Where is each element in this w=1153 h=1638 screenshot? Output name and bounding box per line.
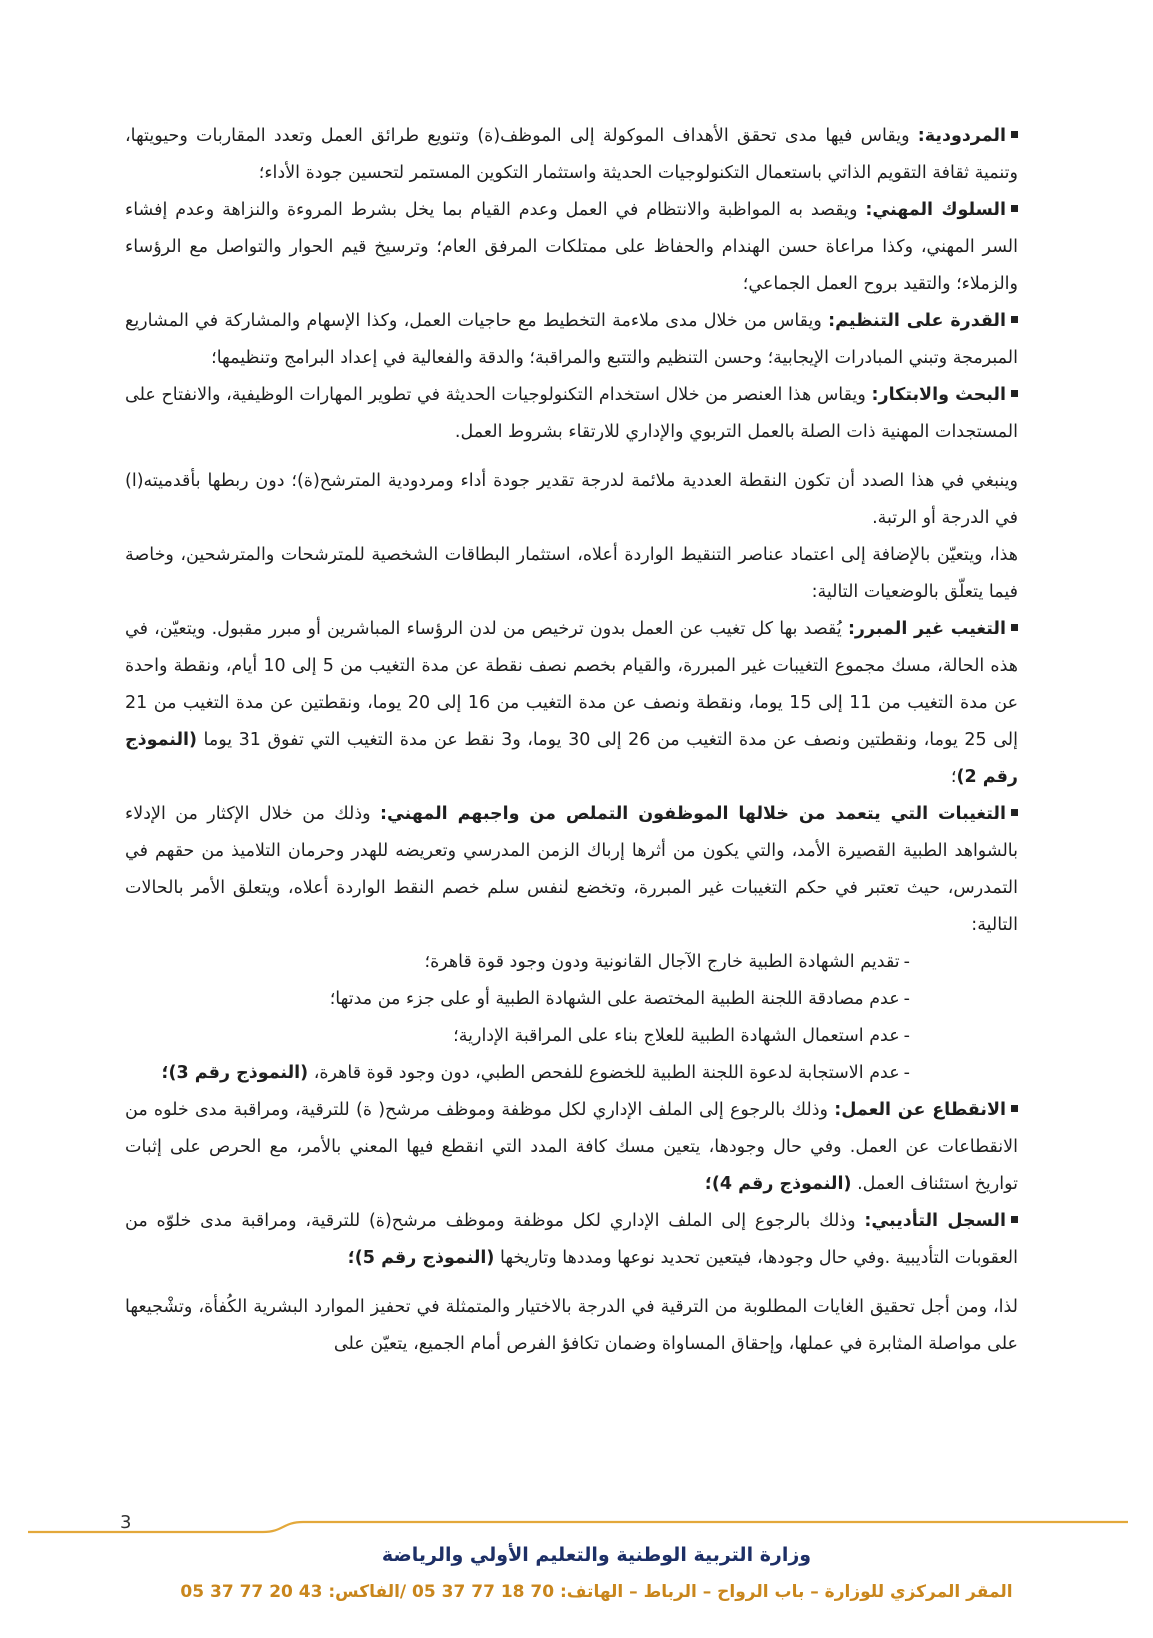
dash-bullet-icon: - <box>903 989 910 1009</box>
deliberate-absences <box>125 796 1018 944</box>
square-bullet-icon <box>1011 1105 1018 1112</box>
square-bullet-icon <box>1011 809 1018 816</box>
absence-end: ؛ <box>950 767 957 787</box>
ministry-address: المقر المركزي للوزارة – باب الرواح – الرباط – الهاتف: 70 18 77 37 05 /الفاكس: 43 20 77 37 05 <box>180 1582 1013 1602</box>
square-bullet-icon <box>1011 316 1018 323</box>
absence-term: التغيب غير المبرر: <box>847 619 1006 639</box>
criterion-organization <box>125 303 1018 377</box>
square-bullet-icon <box>1011 1216 1018 1223</box>
model-reference: (النموذج رقم 4)؛ <box>704 1174 852 1194</box>
criterion-text: ويقاس من خلال مدى ملاءمة التخطيط مع حاجيات العمل، وكذا الإسهام والمشاركة في المشاريع المبرمجة وتبني المبادرات الإيجابية؛ وحسن التنظيم والتتبع والمراقبة؛ والدقة والفعالية في إعداد البرامج وتنظيمها؛ <box>125 311 1018 368</box>
criterion-text: ويقاس هذا العنصر من خلال استخدام التكنولوجيات الحديثة في تطوير المهارات الوظيفية، والانفتاح على المستجدات المهنية ذات الصلة بالعمل التربوي والإداري للارتقاء بشروط العمل. <box>125 385 1018 442</box>
criterion-productivity <box>125 118 1018 192</box>
criterion-text: ويقاس فيها مدى تحقق الأهداف الموكولة إلى الموظف(ة) وتنويع طرائق العمل وتعدد المقاربات وحيويتها، وتنمية ثقافة التقويم الذاتي باستعمال التكنولوجيات الحديثة واستثمار التكوين المستمر لتحسين جودة الأداء؛ <box>125 126 1018 183</box>
interruption-term: الانقطاع عن العمل: <box>834 1100 1006 1120</box>
list-item <box>125 1055 1018 1092</box>
disciplinary-text: وذلك بالرجوع إلى الملف الإداري لكل موظفة وموظف مرشح(ة) للترقية، ومراقبة مدى خلوّه من العقوبات التأديبية .وفي حال وجودها، فيتعين تحديد نوعها ومددها وتاريخها <box>125 1211 1018 1268</box>
page-number: 3 <box>120 1512 132 1533</box>
case-text: تقديم الشهادة الطبية خارج الآجال القانونية ودون وجود قوة قاهرة؛ <box>424 952 900 972</box>
absence-text: يُقصد بها كل تغيب عن العمل بدون ترخيص من لدن الرؤساء المباشرين أو مبرر مقبول. ويتعيّن، في هذه الحالة، مسك مجموع التغيبات غير المبررة، والقيام بخصم نصف نقطة عن مدة التغيب من 5 إلى 10 أيام، ونقطة واحدة عن مدة التغيب من 11 إلى 15 يوما، ونقطة ونصف عن مدة التغيب من 16 إلى 20 يوما، ونقطتين عن مدة التغيب من 21 إلى 25 يوما، ونقطتين ونصف عن مدة التغيب من 26 إلى 30 يوما، و3 نقط عن مدة التغيب التي تفوق 31 يوما <box>125 619 1019 750</box>
footer-rule-line <box>28 1522 1128 1532</box>
dash-bullet-icon: - <box>903 952 910 972</box>
list-item <box>125 981 1018 1018</box>
case-text: عدم استعمال الشهادة الطبية للعلاج بناء على المراقبة الإدارية؛ <box>453 1026 900 1046</box>
criterion-term: المردودية: <box>917 126 1006 146</box>
footer-rule-line <box>28 1534 1128 1544</box>
closing-paragraph: لذا، ومن أجل تحقيق الغايات المطلوبة من الترقية في الدرجة بالاختيار والمتمثلة في تحفيز الموارد البشرية الكُفأة، وتشْجيعها على مواصلة المثابرة في عملها، وإحقاق المساواة وضمان تكافؤ الفرص أمام الجميع، يتعيّن على <box>125 1297 1018 1354</box>
square-bullet-icon <box>1011 390 1018 397</box>
ministry-name: وزارة التربية الوطنية والتعليم الأولي والرياضة <box>381 1544 812 1566</box>
list-item <box>125 944 1018 981</box>
deliberate-term: التغيبات التي يتعمد من خلالها الموظفون التملص من واجبهم المهني: <box>379 804 1006 824</box>
document-body <box>125 118 1018 1363</box>
model-reference: (النموذج رقم 5)؛ <box>347 1248 495 1268</box>
criterion-research-innovation <box>125 377 1018 451</box>
criterion-term: البحث والابتكار: <box>871 385 1006 405</box>
model-reference: (النموذج رقم 3)؛ <box>161 1063 309 1083</box>
square-bullet-icon <box>1011 205 1018 212</box>
disciplinary-term: السجل التأديبي: <box>864 1211 1006 1231</box>
criterion-term: القدرة على التنظيم: <box>828 311 1006 331</box>
unjustified-absence <box>125 611 1018 796</box>
case-text: عدم مصادقة اللجنة الطبية المختصة على الشهادة الطبية أو على جزء من مدتها؛ <box>329 989 900 1009</box>
deliberate-text: وذلك من خلال الإكثار من الإدلاء بالشواهد الطبية القصيرة الأمد، والتي يكون من أثرها إرباك الزمن المدرسي وتعريضه للهدر وحرمان التلاميذ من حقهم في التمدرس، حيث تعتبر في حكم التغيبات غير المبررة، وتخضع لنفس سلم خصم النقط الواردة أعلاه، ويتعلق الأمر بالحالات التالية: <box>125 804 1018 935</box>
criterion-term: السلوك المهني: <box>865 200 1006 220</box>
list-item <box>125 1018 1018 1055</box>
work-interruption <box>125 1092 1018 1203</box>
cases-list <box>125 944 1018 1092</box>
intro-paragraph-1: وينبغي في هذا الصدد أن تكون النقطة العددية ملائمة لدرجة تقدير جودة أداء ومردودية المترشح(ة)؛ دون ربطها بأقدميته(ا) في الدرجة أو الرتبة. <box>125 471 1018 528</box>
interruption-text: وذلك بالرجوع إلى الملف الإداري لكل موظفة وموظف مرشح( ة) للترقية، ومراقبة مدى خلوه من الانقطاعات عن العمل. وفي حال وجودها، يتعين مسك كافة المدد التي انقطع فيها المعني بالأمر، مع الحرص على إثبات تواريخ استئناف العمل. <box>125 1100 1018 1194</box>
criterion-text: ويقصد به المواظبة والانتظام في العمل وعدم القيام بما يخل بشرط المروءة والنزاهة وعدم إفشاء السر المهني، وكذا مراعاة حسن الهندام والحفاظ على ممتلكات المرفق العام؛ وترسيخ قيم الحوار والتواصل مع الرؤساء والزملاء؛ والتقيد بروح العمل الجماعي؛ <box>125 200 1018 294</box>
square-bullet-icon <box>1011 624 1018 631</box>
model-reference: (النموذج رقم 2) <box>125 730 1018 787</box>
criterion-professional-conduct <box>125 192 1018 303</box>
case-text: عدم الاستجابة لدعوة اللجنة الطبية للخضوع للفحص الطبي، دون وجود قوة قاهرة، <box>308 1063 900 1083</box>
dash-bullet-icon: - <box>903 1063 910 1083</box>
dash-bullet-icon: - <box>903 1026 910 1046</box>
disciplinary-record <box>125 1203 1018 1277</box>
intro-paragraph-2: هذا، ويتعيّن بالإضافة إلى اعتماد عناصر التنقيط الواردة أعلاه، استثمار البطاقات الشخصية للمترشحات والمترشحين، وخاصة فيما يتعلّق بالوضعيات التالية: <box>125 545 1018 602</box>
square-bullet-icon <box>1011 131 1018 138</box>
